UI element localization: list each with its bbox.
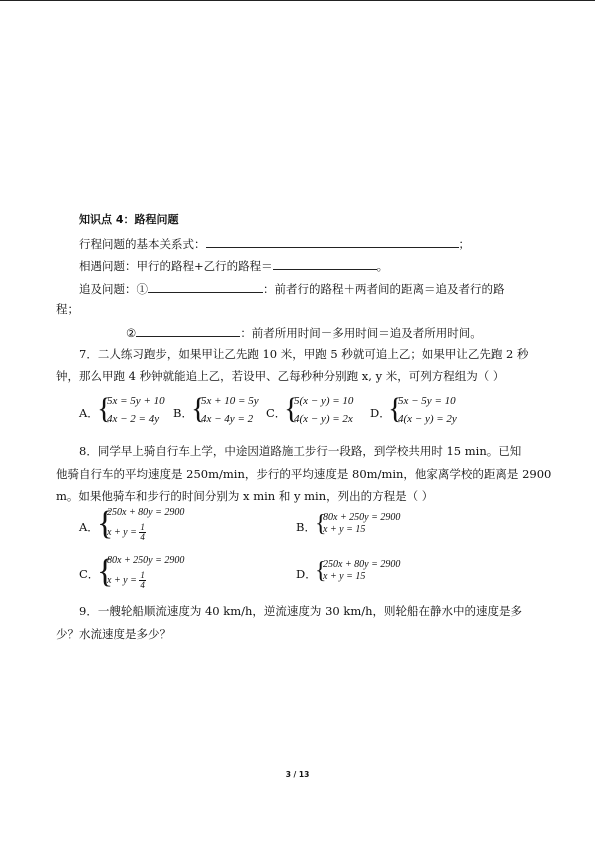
- q7-option-b-label: B．: [173, 406, 193, 420]
- q8-option-d-system: [315, 558, 435, 588]
- q7-option-a-label: A．: [79, 406, 99, 420]
- q8-line-3: m。如果他骑车和步行的时间分别为 x min 和 y min，列出的方程是（ ）: [56, 489, 434, 503]
- q8-line-2: 他骑自行车的平均速度是 250m/min，步行的平均速度是 80m/min，他家离学校的距离是 2900: [56, 467, 552, 481]
- chase-1-blank[interactable]: [148, 281, 263, 293]
- brace-icon: {: [97, 553, 114, 590]
- q8-option-d-eq1: 250x + 80y = 2900: [323, 559, 401, 570]
- q8-option-d-label: D．: [296, 567, 317, 581]
- brace-icon: {: [315, 511, 327, 537]
- q8-option-c-system: [97, 552, 217, 594]
- q7-option-b-eq2: 4x − 4y = 2: [201, 413, 254, 425]
- q7-line-2: 钟，那么甲跑 4 秒钟就能追上乙，若设甲、乙每秒种分别跑 x, y 米，可列方程组为（ ）: [56, 369, 505, 383]
- chase-2-label: ②: [126, 326, 137, 340]
- basic-relation-line: [79, 236, 470, 251]
- fraction: $\frac{1}{4}$: [140, 570, 145, 590]
- q7-option-d-label: D．: [370, 406, 391, 420]
- brace-icon: {: [191, 392, 206, 425]
- q9-line-2: 少？水流速度是多少？: [56, 627, 171, 641]
- basic-relation-end: ；: [458, 237, 470, 251]
- q7-option-d-eq1: 5x − 5y = 10: [398, 395, 456, 407]
- brace-icon: {: [388, 392, 403, 425]
- page-top-border: [0, 0, 595, 1]
- brace-icon: {: [97, 392, 112, 425]
- chase-2-rule: ：前者所用时间－多用时间＝追及者所用时间。: [240, 326, 482, 340]
- chase-line-1: [79, 281, 505, 296]
- q7-option-c-eq2: 4(x − y) = 2x: [294, 413, 353, 425]
- q7-option-c-system: [284, 391, 364, 431]
- q8-option-a-eq2: x + y = $\frac{1}{4}$: [107, 522, 145, 542]
- chase-2-blank[interactable]: [136, 325, 240, 337]
- brace-icon: {: [315, 558, 327, 584]
- q7-option-a-eq1: 5x = 5y + 10: [107, 395, 165, 407]
- q8-option-c-eq1: 80x + 250y = 2900: [107, 555, 185, 566]
- q7-option-b-system: [191, 391, 261, 431]
- q8-option-c-eq2: x + y = $\frac{1}{4}$: [107, 570, 145, 590]
- q8-option-b-eq1: 80x + 250y = 2900: [323, 512, 401, 523]
- q7-option-a-system: [97, 391, 167, 431]
- q8-line-1: 8．同学早上骑自行车上学，中途因道路施工步行一段路，到学校共用时 15 min。已知: [79, 444, 522, 458]
- brace-icon: {: [97, 505, 114, 542]
- q7-line-1: 7．二人练习跑步，如果甲让乙先跑 10 米，甲跑 5 秒就可追上乙；如果甲让乙先跑 2 秒: [79, 347, 529, 361]
- meeting-line: [79, 258, 388, 273]
- q7-option-c-label: C．: [266, 406, 287, 420]
- q8-option-c-label: C．: [79, 567, 100, 581]
- brace-icon: {: [284, 392, 299, 425]
- q7-option-d-eq2: 4(x − y) = 2y: [398, 413, 457, 425]
- basic-relation-label: 行程问题的基本关系式：: [79, 237, 206, 251]
- q8-option-a-system: [97, 504, 217, 546]
- q8-option-d-eq2: x + y = 15: [323, 571, 366, 582]
- chase-line-2: [126, 325, 482, 340]
- q8-option-b-label: B．: [296, 520, 316, 534]
- chase-1-continued: 程；: [56, 302, 79, 316]
- q7-option-a-eq2: 4x − 2 = 4y: [107, 413, 160, 425]
- page-number: 3 / 13: [285, 770, 310, 779]
- q7-option-c-eq1: 5(x − y) = 10: [294, 395, 354, 407]
- basic-relation-blank[interactable]: [206, 236, 459, 248]
- q8-option-a-label: A．: [79, 520, 99, 534]
- meeting-label: 相遇问题：甲行的路程+乙行的路程＝: [79, 259, 273, 273]
- meeting-end: 。: [376, 259, 389, 273]
- chase-1-label: 追及问题：①: [79, 282, 148, 296]
- q7-option-d-system: [388, 391, 468, 431]
- fraction: $\frac{1}{4}$: [140, 522, 145, 542]
- chase-1-rule: ：前者行的路程＋两者间的距离＝追及者行的路: [263, 282, 505, 296]
- q8-option-b-eq2: x + y = 15: [323, 524, 366, 535]
- q9-line-1: 9．一艘轮船顺流速度为 40 km/h，逆流速度为 30 km/h，则轮船在静水中的速度是多: [79, 604, 523, 618]
- q8-option-a-eq1: 250x + 80y = 2900: [107, 507, 185, 518]
- q8-option-b-system: [315, 511, 435, 541]
- meeting-blank[interactable]: [273, 258, 377, 270]
- section-title: 知识点 4：路程问题: [79, 213, 179, 226]
- q7-option-b-eq1: 5x + 10 = 5y: [201, 395, 259, 407]
